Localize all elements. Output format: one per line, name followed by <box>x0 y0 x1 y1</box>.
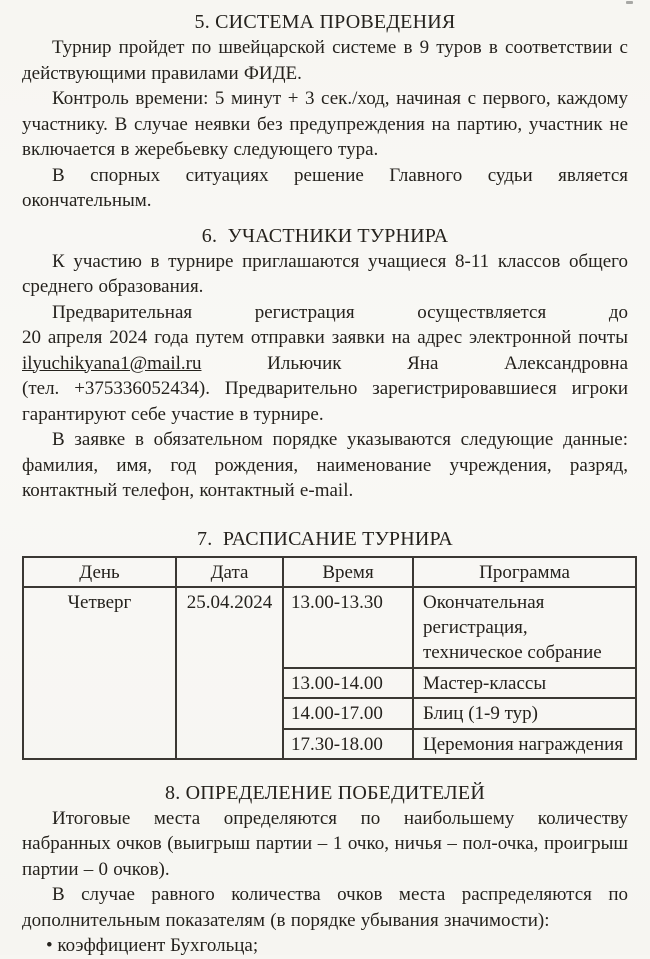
schedule-cell-time: 14.00-17.00 <box>283 698 413 728</box>
text-line <box>22 351 628 377</box>
text-line: дополнительным показателям (в порядке убывания значимости): <box>22 909 550 931</box>
text-line: В заявке в обязательном порядке указываются следующие данные: <box>52 429 628 450</box>
schedule-table <box>22 556 637 760</box>
program-line: Блиц (1-9 тур) <box>423 703 539 725</box>
paragraph <box>22 35 628 86</box>
paragraph <box>22 163 628 214</box>
paragraph <box>22 249 628 300</box>
section-7-heading: 7. РАСПИСАНИЕ ТУРНИРА <box>197 527 453 550</box>
section-8-heading: 8. ОПРЕДЕЛЕНИЕ ПОБЕДИТЕЛЕЙ <box>165 781 485 804</box>
text-line: В спорных ситуациях решение Главного судьи является <box>52 164 628 186</box>
schedule-cell-date: 25.04.2024 <box>176 587 283 759</box>
schedule-cell-program <box>413 587 636 668</box>
text-line: включается в жеребьевку следующего тура. <box>22 139 379 160</box>
program-line: Окончательная <box>423 591 545 613</box>
text-line: (тел. +375336052434). Предварительно зарегистрировавшиеся игроки <box>22 378 628 399</box>
text-line: К участию в турнире приглашаются учащиеся 8-11 классов общего <box>52 250 628 272</box>
text-line: партии – 0 очков). <box>22 858 170 880</box>
paragraph <box>22 86 628 163</box>
schedule-cell-time: 13.00-14.00 <box>283 668 413 698</box>
schedule-cell-time: 13.00-13.30 <box>283 587 413 668</box>
text-line: В случае равного количества очков места распределяются по <box>52 884 628 906</box>
program-line: техническое собрание <box>423 642 602 664</box>
schedule-cell-day: Четверг <box>23 587 176 759</box>
schedule-header-day: День <box>23 557 176 587</box>
schedule-cell-program <box>413 698 636 728</box>
schedule-header-program: Программа <box>413 557 636 587</box>
text-line: участнику. В случае неявки без предупреждения на партию, участник не <box>22 113 628 135</box>
table-row <box>23 587 636 668</box>
program-line: Мастер-классы <box>423 672 547 694</box>
section-6-heading: 6. УЧАСТНИКИ ТУРНИРА <box>201 224 449 247</box>
contact-name: Ильючик Яна Александровна <box>267 352 629 374</box>
schedule-cell-time: 17.30-18.00 <box>283 729 413 759</box>
text-line: Предварительная регистрация осуществляется до <box>52 301 628 323</box>
text-line: Итоговые места определяются по наибольшему количеству <box>52 807 628 829</box>
paragraph <box>22 806 628 883</box>
paragraph <box>22 427 628 504</box>
text-line: гарантируют себе участие в турнире. <box>22 403 324 425</box>
schedule-header-time: Время <box>283 557 413 587</box>
text-line: фамилия, имя, год рождения, наименование учреждения, разряд, <box>22 454 628 476</box>
text-line: контактный телефон, контактный e-mail. <box>22 480 354 501</box>
program-line: регистрация, <box>423 616 528 638</box>
bullet-item: • коэффициент Бухгольца; <box>46 935 259 957</box>
text-line: Турнир пройдет по швейцарской системе в 9 туров в соответствии с <box>52 37 628 58</box>
text-line: среднего образования. <box>22 276 204 297</box>
text-line: набранных очков (выигрыш партии – 1 очко, ничья – пол-очка, проигрыш <box>22 833 628 855</box>
paragraph <box>22 882 628 933</box>
table-header-row <box>23 557 636 587</box>
text-line: действующими правилами ФИДЕ. <box>22 62 302 84</box>
section-5-heading: 5. СИСТЕМА ПРОВЕДЕНИЯ <box>194 11 456 33</box>
scan-artifact <box>626 1 633 4</box>
text-line: 20 апреля 2024 года путем отправки заявки на адрес электронной почты <box>22 327 628 348</box>
email-link: ilyuchikyana1@mail.ru <box>22 352 202 374</box>
text-line: окончательным. <box>22 190 152 211</box>
schedule-header-date: Дата <box>176 557 283 587</box>
program-line: Церемония награждения <box>423 733 624 755</box>
text-line: Контроль времени: 5 минут + 3 сек./ход, начиная с первого, каждому <box>52 88 628 109</box>
schedule-cell-program <box>413 668 636 698</box>
schedule-cell-program <box>413 729 636 759</box>
paragraph <box>22 300 628 428</box>
